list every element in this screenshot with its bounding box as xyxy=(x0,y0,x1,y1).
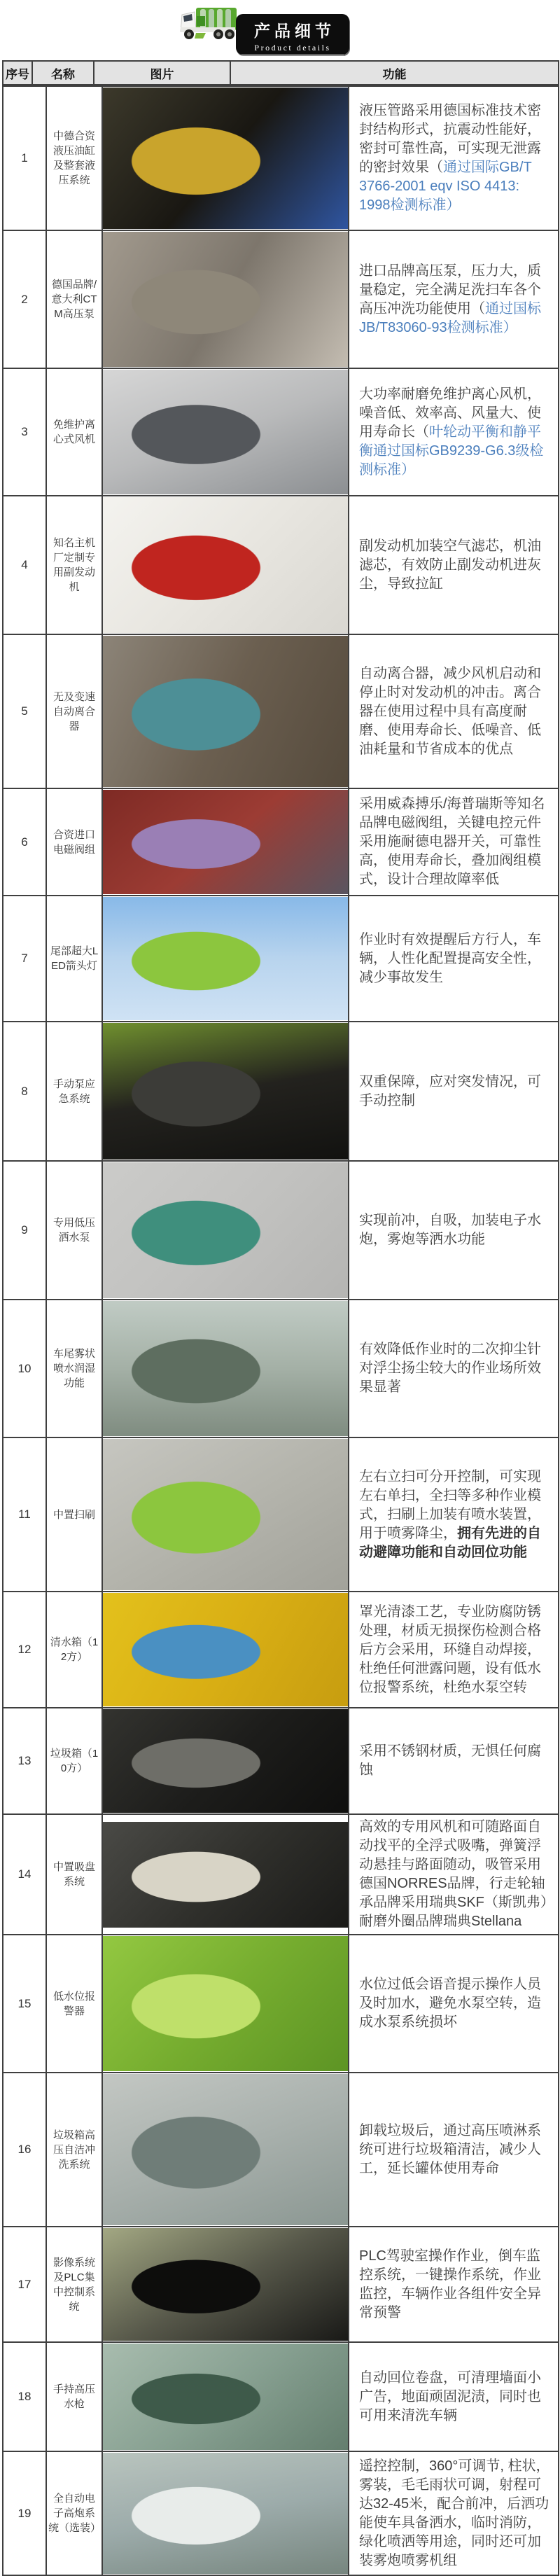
row-name-cell: 德国品牌/意大利CTM高压泵 xyxy=(46,230,102,368)
row-name-cell: 影像系统及PLC集中控制系统 xyxy=(46,2227,102,2342)
row-function-cell xyxy=(349,1437,559,1592)
table-row xyxy=(3,230,559,368)
row-photo-cell xyxy=(102,2227,349,2342)
row-function-cell xyxy=(349,2451,559,2575)
col-header-name: 名称 xyxy=(32,61,94,85)
photo-high-pressure-pump xyxy=(103,232,348,367)
row-photo-cell xyxy=(102,230,349,368)
row-name-cell: 垃圾箱高压自洁冲洗系统 xyxy=(46,2073,102,2227)
row-function-cell xyxy=(349,896,559,1022)
row-function-cell xyxy=(349,1300,559,1437)
row-name-cell: 专用低压洒水泵 xyxy=(46,1161,102,1300)
row-photo-cell xyxy=(102,2342,349,2451)
row-function-cell xyxy=(349,1161,559,1300)
row-name-cell: 低水位报警器 xyxy=(46,1935,102,2073)
row-number-cell: 1 xyxy=(3,86,46,230)
col-header-function: 功能 xyxy=(230,61,559,85)
row-photo-cell xyxy=(102,2073,349,2227)
table-row xyxy=(3,86,559,230)
function-text-segment: 通过国际GB/T 3766-2001 eqv ISO 4413: 1998检测标准） xyxy=(359,160,532,213)
photo-centrifugal-fan xyxy=(103,370,348,494)
row-name-cell: 清水箱（12方） xyxy=(46,1592,102,1708)
table-row xyxy=(3,496,559,634)
photo-auxiliary-engine xyxy=(103,497,348,633)
row-photo-cell xyxy=(102,1161,349,1300)
row-function-cell xyxy=(349,1935,559,2073)
function-text-segment: 罩光清漆工艺，专业防腐防锈处理，材质无损探伤检测合格后方会采用，环缝自动焊接，杜绝任何泄露问题，设有低水位报警系统，杜绝水泵空转 xyxy=(359,1603,541,1695)
function-text-segment: 实现前冲，自吸，加装电子水炮，雾炮等洒水功能 xyxy=(359,1213,541,1247)
function-text-segment: 自动离合器，减少风机启动和停止时对发动机的冲击。离合器在使用过程中具有高度耐磨、使用寿命长、低噪音、低油耗量和节省成本的优点 xyxy=(359,665,541,757)
table-row xyxy=(3,1708,559,1814)
table-row xyxy=(3,1935,559,2073)
row-photo-cell xyxy=(102,788,349,896)
photo-low-water-alarm xyxy=(103,1936,348,2071)
row-photo-cell xyxy=(102,1437,349,1592)
table-row xyxy=(3,368,559,496)
row-number-cell: 12 xyxy=(3,1592,46,1708)
row-function-cell xyxy=(349,2227,559,2342)
function-text-segment: 通过国标JB/T83060-93检测标准） xyxy=(359,300,541,335)
function-text-segment: 大功率耐磨免维护离心风机，噪音低、效率高、风量大、使用寿命长（ xyxy=(359,386,541,440)
row-name-cell: 全自动电子高炮系统（选装） xyxy=(46,2451,102,2575)
row-photo-cell xyxy=(102,1592,349,1708)
col-header-photo: 图片 xyxy=(94,61,230,85)
row-number-cell: 7 xyxy=(3,896,46,1022)
table-row xyxy=(3,634,559,788)
table-row xyxy=(3,896,559,1022)
photo-tank-self-clean xyxy=(103,2074,348,2225)
photo-handheld-water-gun xyxy=(103,2344,348,2450)
row-photo-cell xyxy=(102,634,349,788)
row-number-cell: 5 xyxy=(3,634,46,788)
row-number-cell: 11 xyxy=(3,1437,46,1592)
function-text-segment: 双重保障，应对突发情况，可手动控制 xyxy=(359,1073,541,1108)
photo-solenoid-valve-group xyxy=(103,790,348,894)
table-row xyxy=(3,788,559,896)
photo-led-arrow-light xyxy=(103,897,348,1020)
table-row xyxy=(3,2451,559,2575)
row-name-cell: 垃圾箱（10方） xyxy=(46,1708,102,1814)
row-number-cell: 19 xyxy=(3,2451,46,2575)
photo-low-pressure-water-pump xyxy=(103,1162,348,1298)
table-row xyxy=(3,2227,559,2342)
row-photo-cell xyxy=(102,368,349,496)
function-text-segment: 高效的专用风机和可随路面自动找平的全浮式吸嘴，弹簧浮动悬挂与路面随动，吸管采用德国NORRES品牌，行走轮轴承品牌采用瑞典SKF（斯凯弗）耐磨外圈品牌瑞典Stellana xyxy=(359,1819,547,1929)
photo-electronic-water-cannon xyxy=(103,2453,348,2574)
table-row xyxy=(3,1437,559,1592)
row-name-cell: 知名主机厂定制专用副发动机 xyxy=(46,496,102,634)
table-row xyxy=(3,2342,559,2451)
row-number-cell: 18 xyxy=(3,2342,46,2451)
row-function-cell xyxy=(349,634,559,788)
row-photo-cell xyxy=(102,1708,349,1814)
row-name-cell: 手动泵应急系统 xyxy=(46,1022,102,1161)
photo-clean-water-tank xyxy=(103,1593,348,1706)
row-function-cell xyxy=(349,1814,559,1935)
page-title: 产品细节 xyxy=(254,22,335,40)
row-number-cell: 8 xyxy=(3,1022,46,1161)
page-subtitle: Product details xyxy=(241,43,344,55)
row-number-cell: 2 xyxy=(3,230,46,368)
photo-center-brush xyxy=(103,1439,348,1590)
row-number-cell: 16 xyxy=(3,2073,46,2227)
row-function-cell xyxy=(349,368,559,496)
row-function-cell xyxy=(349,2073,559,2227)
function-text-segment: 水位过低会语音提示操作人员及时加水，避免水泵空转，造成水泵系统损坏 xyxy=(359,1977,541,2030)
table-row xyxy=(3,1161,559,1300)
photo-auto-clutch xyxy=(103,636,348,787)
row-number-cell: 17 xyxy=(3,2227,46,2342)
photo-garbage-tank xyxy=(103,1709,348,1813)
page-header xyxy=(0,0,560,60)
function-text-segment: 液压管路采用德国标准技术密封结构形式，抗震动性能好，密封可靠性高，可实现无泄露的密封效果（ xyxy=(359,103,541,175)
row-function-cell xyxy=(349,496,559,634)
function-text-segment: 遥控控制，360°可调节, 柱状，雾装，毛毛雨状可调，射程可达32-45米，配合前冲，后洒功能使车具备洒水，临时消防，绿化喷洒等用途，同时还可加装雾炮喷雾机组 xyxy=(359,2458,550,2568)
row-photo-cell xyxy=(102,86,349,230)
row-photo-cell xyxy=(102,496,349,634)
photo-manual-pump xyxy=(103,1023,348,1160)
table-row xyxy=(3,1022,559,1161)
row-number-cell: 14 xyxy=(3,1814,46,1935)
header-row xyxy=(3,61,559,85)
function-text-segment: 副发动机加装空气滤芯，机油滤芯，有效防止副发动机进灰尘，导致拉缸 xyxy=(359,538,541,592)
table-row xyxy=(3,2073,559,2227)
row-name-cell: 手持高压水枪 xyxy=(46,2342,102,2451)
row-photo-cell xyxy=(102,896,349,1022)
row-photo-cell xyxy=(102,1022,349,1161)
row-function-cell xyxy=(349,1022,559,1161)
function-text-segment: 卸载垃圾后，通过高压喷淋系统可进行垃圾箱清洁，减少人工，延长罐体使用寿命 xyxy=(359,2122,541,2176)
table-header xyxy=(2,60,559,85)
photo-center-suction-nozzle xyxy=(103,1822,348,1928)
row-function-cell xyxy=(349,86,559,230)
row-number-cell: 10 xyxy=(3,1300,46,1437)
row-photo-cell xyxy=(102,1300,349,1437)
function-text-segment: 叶轮动平衡和静平衡通过国标GB9239-G6.3级检测标准） xyxy=(359,424,544,478)
row-number-cell: 6 xyxy=(3,788,46,896)
row-name-cell: 中置扫刷 xyxy=(46,1437,102,1592)
function-text-segment: 左右立扫可分开控制，可实现左右单扫，全扫等多种作业模式，扫刷上加装有喷水装置，用于喷雾降尘， xyxy=(359,1468,541,1541)
product-table xyxy=(2,85,559,2576)
function-text-segment: 采用不锈钢材质，无惧任何腐蚀 xyxy=(359,1743,541,1778)
row-number-cell: 13 xyxy=(3,1708,46,1814)
table-row xyxy=(3,1300,559,1437)
title-badge xyxy=(236,14,349,55)
row-photo-cell xyxy=(102,2451,349,2575)
table-row xyxy=(3,1814,559,1935)
photo-rear-mist-spray xyxy=(103,1301,348,1436)
row-function-cell xyxy=(349,2342,559,2451)
function-text-segment: 有效降低作业时的二次抑尘针对浮尘扬尘较大的作业场所效果显著 xyxy=(359,1342,541,1395)
row-number-cell: 4 xyxy=(3,496,46,634)
row-photo-cell xyxy=(102,1935,349,2073)
row-number-cell: 15 xyxy=(3,1935,46,2073)
row-function-cell xyxy=(349,1708,559,1814)
row-function-cell xyxy=(349,1592,559,1708)
function-text-segment: PLC驾驶室操作作业，倒车监控系统，一键操作系统，作业监控，车辆作业各组件安全异常预警 xyxy=(359,2248,541,2320)
function-text-segment: 自动回位卷盘，可清理墙面小广告，地面顽固泥渍，同时也可用来清洗车辆 xyxy=(359,2369,541,2423)
row-number-cell: 9 xyxy=(3,1161,46,1300)
row-name-cell: 尾部超大LED箭头灯 xyxy=(46,896,102,1022)
row-function-cell xyxy=(349,788,559,896)
row-name-cell: 中置吸盘系统 xyxy=(46,1814,102,1935)
function-text-segment: 进口品牌高压泵，压力大，质量稳定，完全满足洗扫车各个高压冲洗功能使用（ xyxy=(359,263,541,316)
function-text-segment: 采用威森搏乐/海普瑞斯等知名品牌电磁阀组，关键电控元件采用施耐德电器开关，可靠性高，使用寿命长，叠加阀组模式，设计合理故障率低 xyxy=(359,796,545,887)
row-name-cell: 无及变速自动离合器 xyxy=(46,634,102,788)
function-text-segment: 作业时有效提醒后方行人，车辆，人性化配置提高安全性，减少事故发生 xyxy=(359,931,541,985)
row-number-cell: 3 xyxy=(3,368,46,496)
row-name-cell: 中德合资液压油缸及整套液压系统 xyxy=(46,86,102,230)
row-function-cell xyxy=(349,230,559,368)
photo-plc-control-monitors xyxy=(103,2228,348,2341)
table-row xyxy=(3,1592,559,1708)
function-text-segment: 拥有先进的自动避障功能和自动回位功能 xyxy=(359,1525,541,1560)
row-photo-cell xyxy=(102,1814,349,1935)
row-name-cell: 免维护离心式风机 xyxy=(46,368,102,496)
sweeper-truck-image xyxy=(175,2,245,43)
row-name-cell: 车尾雾状喷水润湿功能 xyxy=(46,1300,102,1437)
photo-hydraulic-system xyxy=(103,88,348,229)
col-header-no: 序号 xyxy=(3,61,32,85)
row-name-cell: 合资进口电磁阀组 xyxy=(46,788,102,896)
